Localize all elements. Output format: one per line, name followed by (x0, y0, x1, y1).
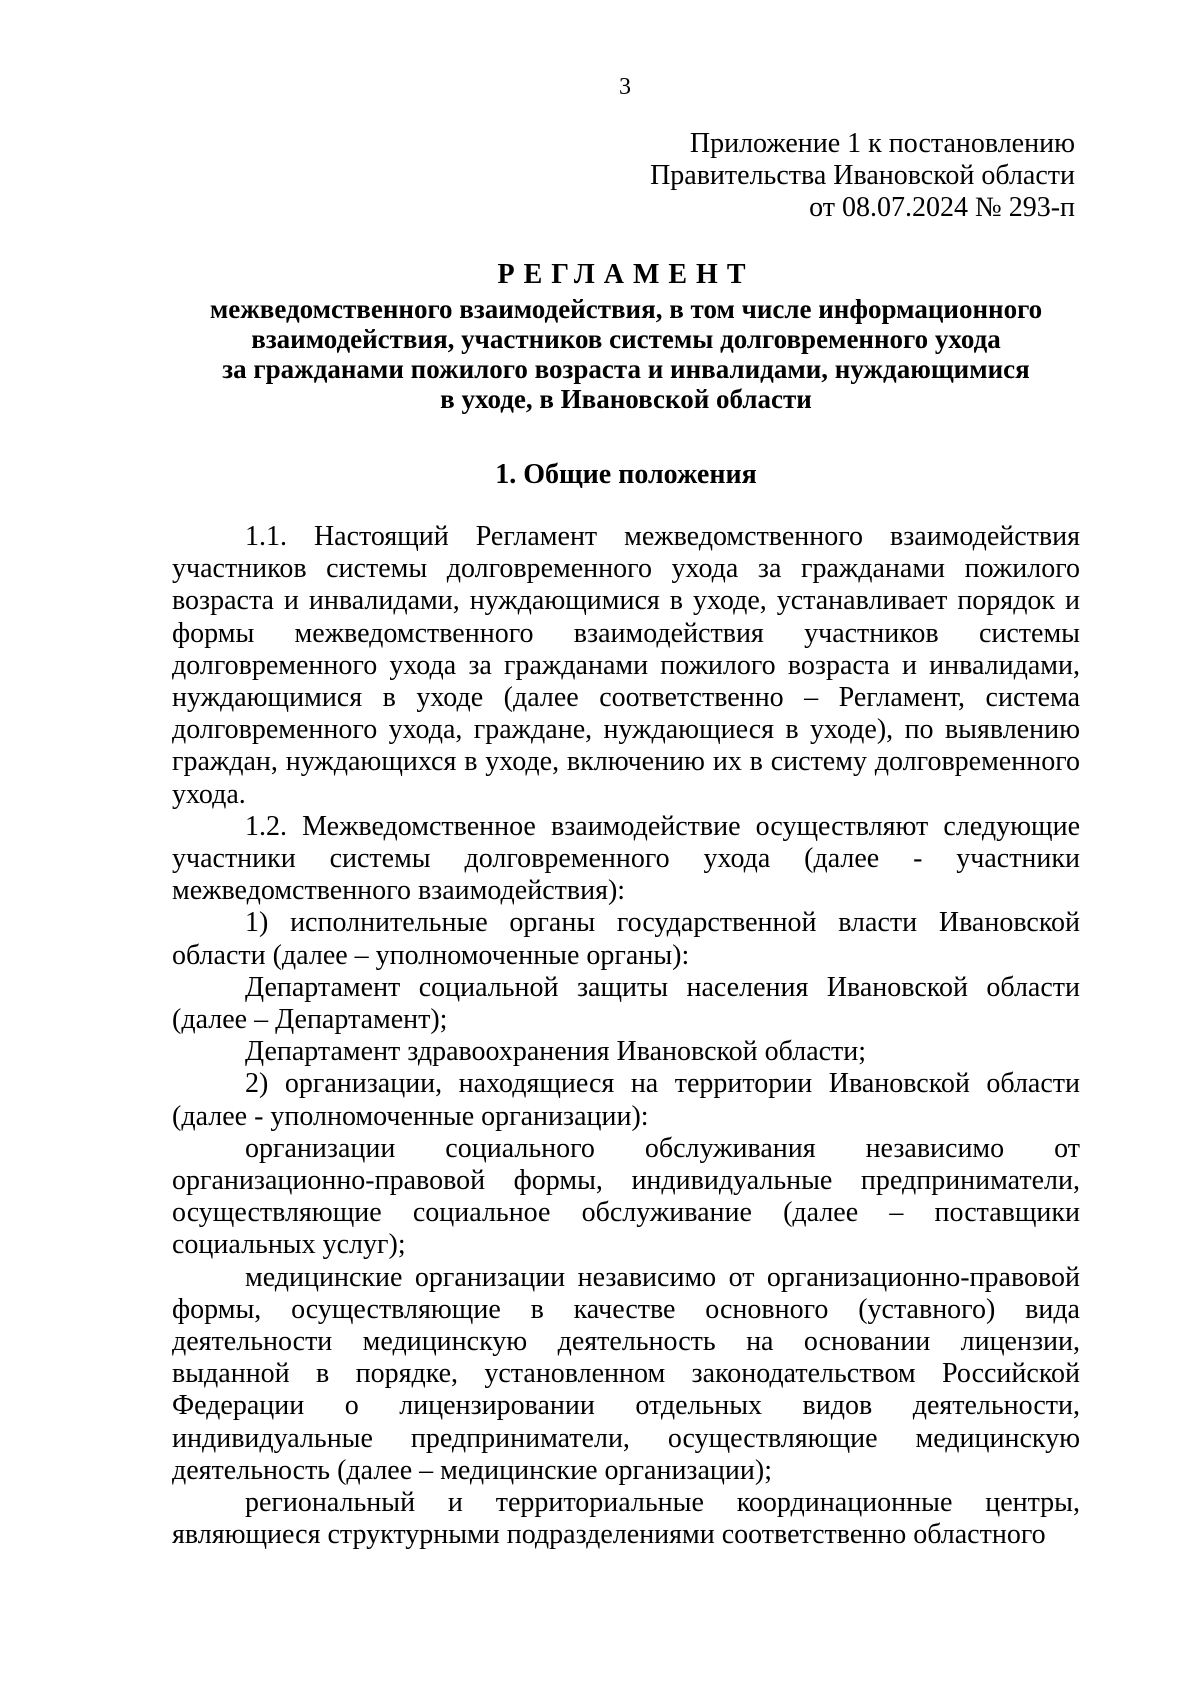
paragraph: Департамент здравоохранения Ивановской области; (245, 1036, 867, 1068)
paragraph: 1.2. Межведомственное взаимодействие осуществляют следующие участники системы долговременного ухода (далее - участники межведомственного взаимодействия): (172, 810, 1080, 907)
paragraph: организации социального обслуживания независимо от организационно-правовой формы, индивидуальные предприниматели, осуществляющие социальное обслуживание (далее – поставщики социальных услуг); (172, 1132, 1080, 1261)
appendix-line: Приложение 1 к постановлению (689, 128, 1075, 159)
paragraph: медицинские организации независимо от организационно-правовой формы, осуществляющие в качестве основного (уставного) вида деятельности медицинскую деятельность на основании лицензии, выданной в порядке, установленном законодательством Российской Федерации о лицензировании отдельных видов деятельности, индивидуальные предприниматели, осуществляющие медицинскую деятельность (далее – медицинские организации); (172, 1261, 1080, 1486)
subtitle-line: в уходе, в Ивановской области (440, 384, 812, 414)
paragraph: 2) организации, находящиеся на территории Ивановской области (далее - уполномоченные организации): (172, 1068, 1080, 1132)
paragraph: 1.1. Настоящий Регламент межведомственного взаимодействия участников системы долговременного ухода за гражданами пожилого возраста и инвалидами, нуждающимися в уходе, устанавливает порядок и формы межведомственного взаимодействия участников системы долговременного ухода за гражданами пожилого возраста и инвалидами, нуждающимися в уходе (далее соответственно – Регламент, система долговременного ухода, граждане, нуждающиеся в уходе), по выявлению граждан, нуждающихся в уходе, включению их в систему долговременного ухода. (172, 521, 1080, 810)
document-kind: РЕГЛАМЕНТ (497, 259, 755, 290)
paragraph: Департамент социальной защиты населения Ивановской области (далее – Департамент); (172, 971, 1080, 1036)
subtitle-line: межведомственного взаимодействия, в том числе информационного (209, 294, 1043, 324)
document-title (172, 258, 1080, 414)
page-number: 3 (619, 74, 631, 100)
appendix-line: Правительства Ивановской области (650, 160, 1075, 191)
paragraph: региональный и территориальные координационные центры, являющиеся структурными подразделениями соответственно областного (172, 1487, 1080, 1551)
document-subtitle (172, 294, 1080, 414)
subtitle-line: взаимодействия, участников системы долговременного ухода (251, 324, 1001, 354)
document-body (172, 521, 1080, 1552)
paragraph: 1) исполнительные органы государственной власти Ивановской области (далее – уполномоченные органы): (172, 907, 1080, 971)
subtitle-line: за гражданами пожилого возраста и инвалидами, нуждающимися (222, 354, 1030, 384)
appendix-reference (650, 128, 1075, 224)
section-heading: 1. Общие положения (495, 459, 757, 490)
appendix-line: от 08.07.2024 № 293-п (809, 192, 1075, 223)
